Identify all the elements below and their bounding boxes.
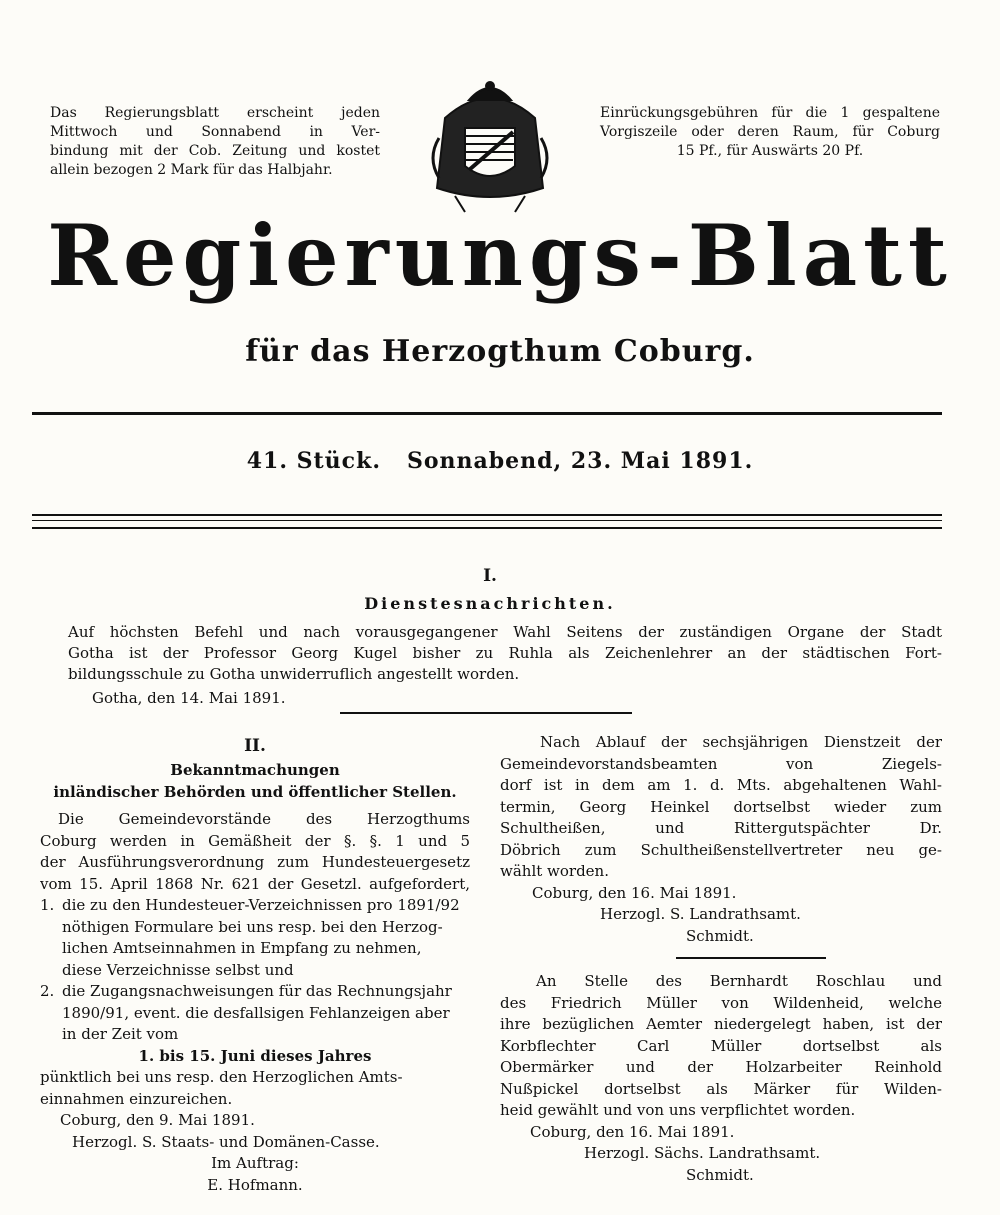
issue-line: 41. Stück. Sonnabend, 23. Mai 1891. — [246, 448, 754, 474]
text-line: einnahmen einzureichen. — [40, 1089, 233, 1108]
page-subtitle: für das Herzogthum Coburg. — [245, 334, 755, 369]
section-heading: Dienstesnachrichten. — [364, 594, 616, 613]
section2-column — [40, 760, 470, 1196]
signature-name: Schmidt. — [686, 926, 754, 945]
text-line: 1890/91, event. die desfallsigen Fehlanzeigen aber — [62, 1003, 450, 1022]
text-line: Coburg werden in Gemäßheit der §. §. 1 und 5 — [40, 831, 470, 850]
text-line: Obermärker und der Holzarbeiter Reinhold — [500, 1058, 942, 1076]
text-line: diese Verzeichnisse selbst und — [62, 960, 294, 979]
coat-of-arms-icon — [425, 78, 555, 218]
subscription-line: allein bezogen 2 Mark für das Halbjahr. — [50, 162, 333, 178]
text-line: Gemeindevorstandsbeamten von Ziegels- — [500, 754, 942, 773]
text-line: wählt worden. — [500, 862, 609, 880]
section-heading: Bekanntmachungen — [170, 761, 340, 779]
subscription-line: Mittwoch und Sonnabend in Ver- — [50, 124, 380, 140]
deadline: 1. bis 15. Juni dieses Jahres — [138, 1046, 372, 1065]
notice-divider — [676, 957, 826, 959]
text-line: heid gewählt und von uns verpflichtet worden. — [500, 1101, 856, 1119]
text-line: Gotha ist der Professor Georg Kugel bisher zu Ruhla als Zeichenlehrer an der städtischen Fort- — [68, 644, 942, 662]
section-number: II. — [244, 736, 266, 756]
list-item — [40, 895, 470, 917]
text-line: Korbflechter Carl Müller dortselbst als — [500, 1036, 942, 1055]
signature-mandate: Im Auftrag: — [211, 1154, 299, 1172]
list-item — [40, 981, 470, 1003]
signature-office: Herzogl. S. Landrathsamt. — [600, 905, 801, 923]
right-column — [500, 732, 942, 1186]
text-line: bildungsschule zu Gotha unwiderruflich angestellt worden. — [68, 665, 520, 683]
text-line: pünktlich bei uns resp. den Herzoglichen Amts- — [40, 1068, 403, 1086]
text-line: die Zugangsnachweisungen für das Rechnungsjahr — [62, 982, 452, 1000]
section1-dateline: Gotha, den 14. Mai 1891. — [92, 689, 286, 707]
signature-name: Schmidt. — [686, 1165, 754, 1184]
double-rule-bottom — [32, 527, 942, 529]
signature-office: Herzogl. Sächs. Landrathsamt. — [584, 1144, 821, 1162]
text-line: der Ausführungsverordnung zum Hundesteuergesetz — [40, 853, 470, 871]
section1-text — [68, 622, 942, 685]
text-line: termin, Georg Heinkel dortselbst wieder zum — [500, 797, 942, 816]
text-line: dorf ist in dem am 1. d. Mts. abgehaltenen Wahl- — [500, 776, 942, 794]
signature-office: Herzogl. S. Staats- und Domänen-Casse. — [72, 1132, 380, 1151]
text-line: des Friedrich Müller von Wildenheid, welche — [500, 993, 942, 1012]
subscription-line: Das Regierungsblatt erscheint jeden — [50, 105, 380, 121]
dateline: Coburg, den 16. Mai 1891. — [530, 1122, 735, 1141]
text-line: Nußpickel dortselbst als Märker für Wilden- — [500, 1079, 942, 1098]
text-line: die zu den Hundesteuer-Verzeichnissen pro 1891/92 — [62, 896, 460, 914]
subscription-info — [50, 104, 380, 180]
section-number: I. — [483, 566, 497, 586]
section-divider — [340, 712, 632, 714]
text-line: nöthigen Formulare bei uns resp. bei den Herzog- — [62, 917, 443, 936]
section-heading: inländischer Behörden und öffentlicher Stellen. — [53, 782, 457, 801]
text-line: Die Gemeindevorstände des Herzogthums — [58, 810, 470, 828]
text-line: An Stelle des Bernhardt Roschlau und — [536, 972, 942, 990]
page-title: Regierungs-Blatt — [47, 206, 953, 305]
text-line: in der Zeit vom — [62, 1025, 179, 1043]
advertising-rates — [600, 104, 940, 161]
header-divider — [32, 412, 942, 415]
list-number: 1. — [40, 896, 55, 914]
subscription-line: bindung mit der Cob. Zeitung und kostet — [50, 143, 380, 159]
text-line: Döbrich zum Schultheißenstellvertreter neu ge- — [500, 840, 942, 859]
text-line: ihre bezüglichen Aemter niedergelegt haben, ist der — [500, 1015, 942, 1033]
text-line: vom 15. April 1868 Nr. 621 der Gesetzl. aufgefordert, — [40, 874, 470, 893]
rates-line: Einrückungsgebühren für die 1 gespaltene — [600, 105, 940, 121]
double-rule-top — [32, 514, 942, 516]
text-line: Auf höchsten Befehl und nach vorausgegangener Wahl Seitens der zuständigen Organe der Stadt — [68, 623, 942, 641]
text-line: Schultheißen, und Rittergutspächter Dr. — [500, 819, 942, 837]
rates-line: 15 Pf., für Auswärts 20 Pf. — [676, 143, 864, 159]
text-line: Nach Ablauf der sechsjährigen Dienstzeit der — [540, 733, 942, 751]
list-number: 2. — [40, 982, 55, 1000]
double-rule-middle — [32, 520, 942, 521]
dateline: Coburg, den 16. Mai 1891. — [532, 883, 737, 902]
rates-line: Vorgiszeile oder deren Raum, für Coburg — [600, 124, 940, 140]
text-line: lichen Amtseinnahmen in Empfang zu nehmen, — [62, 939, 422, 957]
dateline: Coburg, den 9. Mai 1891. — [60, 1111, 255, 1129]
signature-name: E. Hofmann. — [207, 1175, 303, 1194]
